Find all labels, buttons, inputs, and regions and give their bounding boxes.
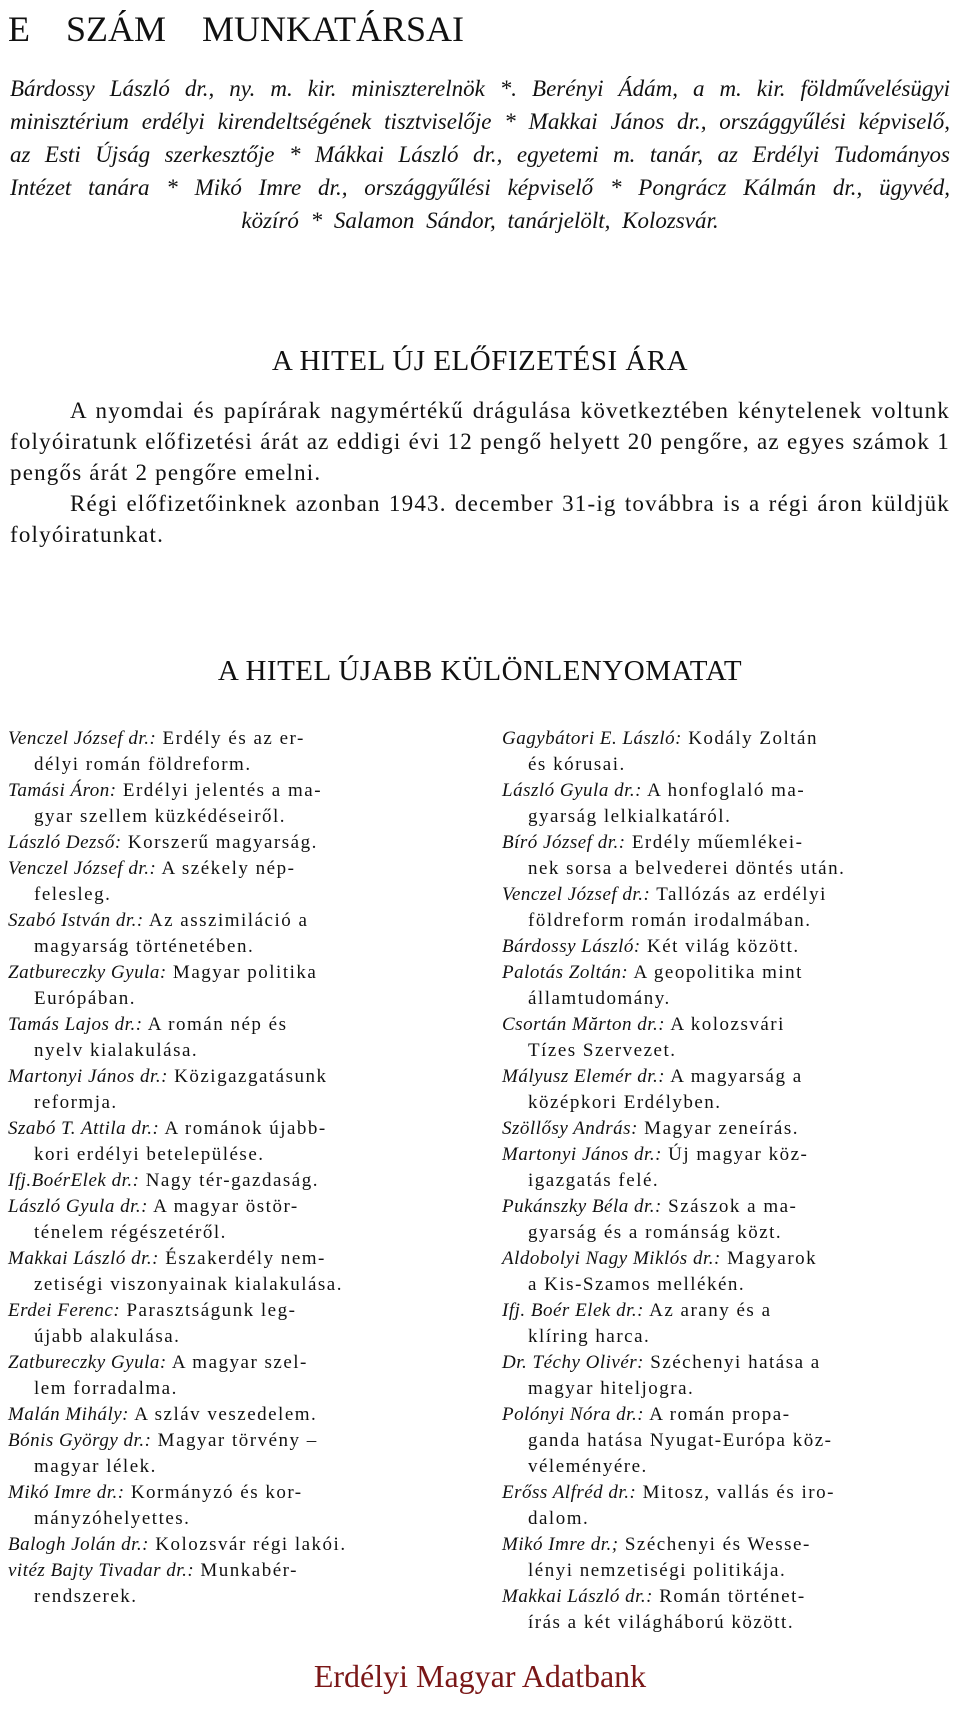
offprint-title-continuation: magyar hiteljogra.	[528, 1378, 695, 1399]
offprint-title: A magyarság a	[670, 1066, 803, 1087]
offprint-author: Mályusz Elemér dr.:	[502, 1066, 666, 1087]
offprint-title-continuation: írás a két világháború között.	[528, 1612, 795, 1633]
offprint-entry	[502, 1454, 954, 1480]
offprint-title-continuation: mányzóhelyettes.	[34, 1508, 191, 1529]
offprint-title-continuation: nyelv kialakulása.	[34, 1040, 199, 1061]
offprint-title-continuation: ganda hatása Nyugat-Európa köz-	[528, 1430, 833, 1451]
offprint-entry	[8, 908, 460, 960]
offprint-entry	[502, 1402, 954, 1454]
offprint-entry	[502, 1012, 954, 1064]
offprint-author: Tamás Lajos dr.:	[8, 1014, 143, 1035]
offprint-entry	[8, 1428, 460, 1480]
offprint-author: Venczel József dr.:	[8, 728, 157, 749]
offprint-author: Venczel József dr.:	[8, 858, 157, 879]
offprint-entry	[502, 1298, 954, 1350]
offprint-author: Bárdossy László:	[502, 936, 641, 957]
offprint-entry	[8, 1350, 460, 1402]
offprint-author: Szabó István dr.:	[8, 910, 144, 931]
offprint-title: A szláv veszedelem.	[134, 1404, 318, 1425]
offprint-author: Venczel József dr.:	[502, 884, 651, 905]
offprint-author: Zatbureczky Gyula:	[8, 962, 167, 983]
offprint-title: Szászok a ma-	[668, 1196, 798, 1217]
offprint-title: Kodály Zoltán	[688, 728, 818, 749]
offprints-right-column	[502, 726, 954, 1636]
offprint-entry	[8, 1558, 460, 1610]
offprint-author: László Gyula dr.:	[502, 780, 642, 801]
offprint-entry	[502, 1194, 954, 1246]
offprint-entry	[502, 1480, 954, 1532]
contributors-list	[10, 72, 950, 237]
offprint-author: László Gyula dr.:	[8, 1196, 148, 1217]
offprint-title: A román nép és	[147, 1014, 288, 1035]
offprint-title-continuation: lem forradalma.	[34, 1378, 178, 1399]
offprint-title-continuation: újabb alakulása.	[34, 1326, 181, 1347]
offprint-title-continuation: lényi nemzetiségi politikája.	[528, 1560, 787, 1581]
offprint-entry	[8, 1064, 460, 1116]
offprint-title: Északerdély nem-	[165, 1248, 326, 1269]
offprint-author: Tamási Áron:	[8, 780, 117, 801]
offprint-title-continuation: a Kis-Szamos mellékén.	[528, 1274, 746, 1295]
offprint-entry	[502, 830, 954, 882]
offprint-entry	[502, 1116, 954, 1142]
offprint-title: Magyarok	[727, 1248, 818, 1269]
offprint-author: Makkai László dr.:	[502, 1586, 653, 1607]
offprint-title: Erdély műemlékei-	[631, 832, 804, 853]
offprint-title: Magyar politika	[172, 962, 318, 983]
offprint-author: Gagybátori E. László:	[502, 728, 682, 749]
offprint-entry	[502, 934, 954, 960]
price-paragraph-1: A nyomdai és papírárak nagymértékű drágulása következtében kénytelenek voltunk folyóiratunk előfizetési árát az eddigi évi 12 pengő helyett 20 pengőre, az egyes számok 1 pengős árát 2 pengőre emelni.	[10, 398, 950, 485]
offprint-title: A geopolitika mint	[633, 962, 803, 983]
offprint-title: Erdélyi jelentés a ma-	[122, 780, 323, 801]
offprint-entry	[502, 960, 954, 1012]
offprint-title-continuation: magyar lélek.	[34, 1456, 157, 1477]
footer-watermark: Erdélyi Magyar Adatbank	[313, 1658, 647, 1694]
offprint-author: Erőss Alfréd dr.:	[502, 1482, 637, 1503]
offprint-title: Korszerű magyarság.	[127, 832, 318, 853]
price-heading: A HITEL ÚJ ELŐFIZETÉSI ÁRA	[271, 345, 689, 377]
offprint-title: A magyar östör-	[153, 1196, 299, 1217]
offprint-author: Pukánszky Béla dr.:	[502, 1196, 662, 1217]
offprint-author: Polónyi Nóra dr.:	[502, 1404, 645, 1425]
offprint-entry	[8, 1480, 460, 1532]
offprint-title: A román propa-	[649, 1404, 791, 1425]
offprint-title: Mitosz, vallás és iro-	[642, 1482, 835, 1503]
offprint-title-continuation: klíring harca.	[528, 1326, 651, 1347]
offprint-title-continuation: magyarság történetében.	[34, 936, 255, 957]
offprint-title-continuation: gyar szellem küzkédéseiről.	[34, 806, 287, 827]
offprint-title: Széchenyi és Wesse-	[624, 1534, 811, 1555]
offprint-title: Kolozsvár régi lakói.	[155, 1534, 347, 1555]
offprint-entry	[8, 1116, 460, 1168]
offprint-entry	[8, 830, 460, 856]
offprint-entry	[502, 1350, 954, 1402]
offprint-author: Martonyi János dr.:	[8, 1066, 168, 1087]
offprint-entry	[8, 1402, 460, 1428]
offprint-entry	[502, 1246, 954, 1298]
offprint-title-continuation: reformja.	[34, 1092, 118, 1113]
offprint-title-continuation: Európában.	[34, 988, 137, 1009]
offprint-entry	[8, 856, 460, 908]
offprint-title: A kolozsvári	[670, 1014, 785, 1035]
offprint-entry	[502, 726, 954, 778]
offprint-author: Ifj. Boér Elek dr.:	[502, 1300, 644, 1321]
offprint-entry	[8, 1012, 460, 1064]
contributors-text: Bárdossy László dr., ny. m. kir. miniszterelnök *. Berényi Ádám, a m. kir. földművelésügyi minisztérium erdélyi kirendeltségének tisztviselője * Makkai János dr., országgyűlési képviselő, az Esti Újság szerkesztője * Mákkai László dr., egyetemi m. tanár, az Erdélyi Tudományos Intézet tanára * Mikó Imre dr., országgyűlési képviselő * Pongrácz Kálmán dr., ügyvéd, közíró * Salamon Sándor, tanárjelölt, Kolozsvár.	[10, 76, 950, 233]
offprint-author: Martonyi János dr.:	[502, 1144, 662, 1165]
offprint-title: Magyar zeneírás.	[644, 1118, 799, 1139]
offprints-heading: A HITEL ÚJABB KÜLÖNLENYOMATAT	[217, 655, 743, 687]
offprint-title-continuation: kori erdélyi betelepülése.	[34, 1144, 265, 1165]
offprint-author: Malán Mihály:	[8, 1404, 130, 1425]
offprint-author: Szabó T. Attila dr.:	[8, 1118, 160, 1139]
offprint-title-continuation: véleményére.	[528, 1456, 648, 1477]
offprint-title: Parasztságunk leg-	[126, 1300, 297, 1321]
offprint-title-continuation: gyarság és a románság közt.	[528, 1222, 783, 1243]
offprint-author: Dr. Téchy Olivér:	[502, 1352, 644, 1373]
offprint-entry	[502, 1142, 954, 1194]
offprint-entry	[8, 1298, 460, 1350]
offprint-author: Makkai László dr.:	[8, 1248, 159, 1269]
offprint-title: A székely nép-	[161, 858, 296, 879]
offprint-title: A románok újabb-	[164, 1118, 327, 1139]
offprint-entry	[8, 960, 460, 1012]
offprint-title: Kormányzó és kor-	[130, 1482, 303, 1503]
offprint-title: A honfoglaló ma-	[647, 780, 806, 801]
page-title: E SZÁM MUNKATÁRSAI	[8, 9, 465, 49]
price-paragraph-2: Régi előfizetőinknek azonban 1943. december 31-ig továbbra is a régi áron küldjük folyóiratunkat.	[10, 491, 950, 547]
offprint-title: Az asszimiláció a	[148, 910, 309, 931]
offprint-title: Közigazgatásunk	[174, 1066, 328, 1087]
offprint-author: Bíró József dr.:	[502, 832, 626, 853]
offprint-title-continuation: igazgatás felé.	[528, 1170, 660, 1191]
price-notice	[10, 395, 950, 550]
offprint-title: Román történet-	[659, 1586, 806, 1607]
offprints-left-column	[8, 726, 460, 1610]
offprint-title-continuation: ténelem régészetéről.	[34, 1222, 227, 1243]
offprint-title-continuation: középkori Erdélyben.	[528, 1092, 722, 1113]
offprint-entry	[8, 1168, 460, 1194]
offprint-title: Az arany és a	[649, 1300, 772, 1321]
offprint-author: Aldobolyi Nagy Miklós dr.:	[502, 1248, 721, 1269]
offprint-author: vitéz Bajty Tivadar dr.:	[8, 1560, 195, 1581]
offprint-title-continuation: felesleg.	[34, 884, 112, 905]
offprint-title-continuation: Tízes Szervezet.	[528, 1040, 677, 1061]
offprint-title: Magyar törvény –	[157, 1430, 318, 1451]
offprint-entry	[502, 1584, 954, 1636]
offprint-entry	[502, 778, 954, 830]
offprint-author: Erdei Ferenc:	[8, 1300, 121, 1321]
offprint-entry	[8, 726, 460, 778]
offprint-title-continuation: zetiségi viszonyainak kialakulása.	[34, 1274, 343, 1295]
offprint-author: Csortán Mărton dr.:	[502, 1014, 666, 1035]
offprint-author: Zatbureczky Gyula:	[8, 1352, 167, 1373]
offprint-title: Tallózás az erdélyi	[656, 884, 827, 905]
offprint-title-continuation: rendszerek.	[34, 1586, 138, 1607]
offprint-author: Mikó Imre dr.:	[8, 1482, 125, 1503]
offprint-title: Nagy tér-gazdaság.	[145, 1170, 319, 1191]
offprint-entry	[502, 882, 954, 934]
offprint-title-continuation: és kórusai.	[528, 754, 626, 775]
offprint-title-continuation: földreform román irodalmában.	[528, 910, 812, 931]
offprint-author: Mikó Imre dr.;	[502, 1534, 619, 1555]
offprint-title: Két világ között.	[646, 936, 800, 957]
offprint-author: Palotás Zoltán:	[502, 962, 629, 983]
offprint-title-continuation: nek sorsa a belvederei döntés után.	[528, 858, 846, 879]
offprint-entry	[8, 1194, 460, 1246]
offprint-author: László Dezső:	[8, 832, 122, 853]
offprint-title-continuation: délyi román földreform.	[34, 754, 252, 775]
offprint-author: Szöllősy András:	[502, 1118, 638, 1139]
offprint-title-continuation: dalom.	[528, 1508, 590, 1529]
offprint-author: Ifj.BoérElek dr.:	[8, 1170, 140, 1191]
offprint-title: Erdély és az er-	[162, 728, 305, 749]
offprint-entry	[8, 778, 460, 830]
offprint-title: Széchenyi hatása a	[650, 1352, 821, 1373]
offprint-title-continuation: gyarság lelkialkatáról.	[528, 806, 732, 827]
offprint-entry	[8, 1246, 460, 1298]
offprint-title: Munkabér-	[200, 1560, 298, 1581]
offprint-entry	[502, 1532, 954, 1584]
offprint-author: Balogh Jolán dr.:	[8, 1534, 149, 1555]
offprint-title: Új magyar köz-	[668, 1144, 809, 1165]
offprint-title-continuation: államtudomány.	[528, 988, 671, 1009]
offprint-entry	[502, 1064, 954, 1116]
offprint-title: A magyar szel-	[171, 1352, 308, 1373]
offprint-author: Bónis György dr.:	[8, 1430, 152, 1451]
offprint-entry	[8, 1532, 460, 1558]
